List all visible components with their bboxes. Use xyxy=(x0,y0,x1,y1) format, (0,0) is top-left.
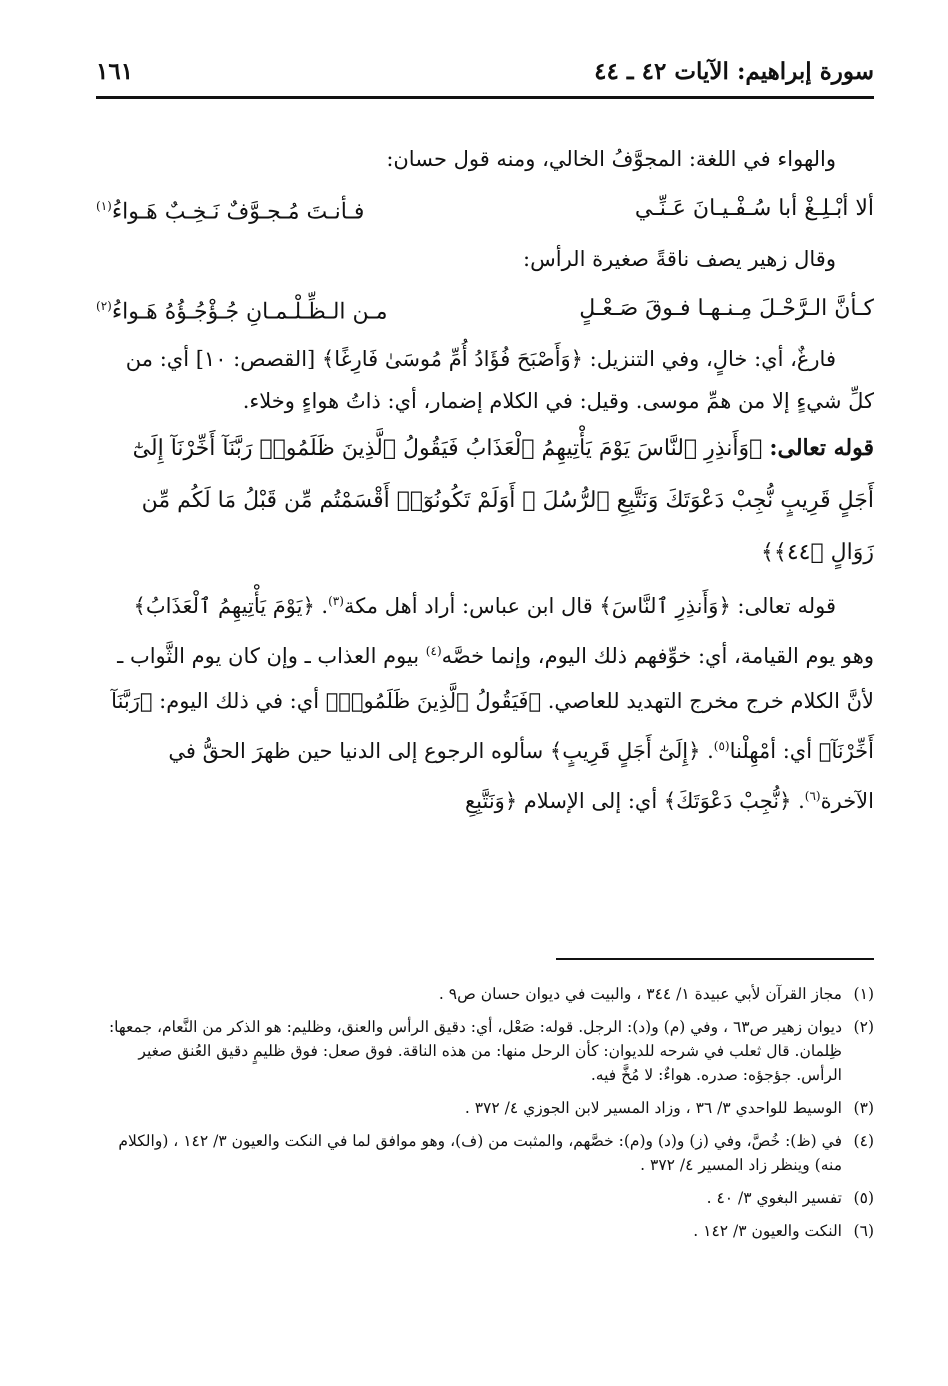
footnote: (٤) في (ظ): خُصَّ، وفي (ز) و(د) و(م): خصَّهم، والمثبت من (ف)، وهو موافق لما في النكت والعيون ٣/ ١٤٢ ، (والكلام منه) وينظر زاد المسير ٤/ ٣٧٢ . xyxy=(118,1132,874,1174)
verse-first-hemistich: كـأنَّ الـرَّحْـلَ مِـنـهـا فـوقَ صَـعْـلٍ xyxy=(579,296,874,321)
page-header xyxy=(96,58,874,98)
footnote: (١) مجاز القرآن لأبي عبيدة ١/ ٣٤٤ ، والبيت في ديوان حسان ص٩ . xyxy=(438,985,874,1003)
verse-first-hemistich: ألا أبْـلِـغْ أبا سُـفْـيـانَ عَـنِّـي xyxy=(634,196,874,221)
footnote-ref: (٤) xyxy=(425,644,442,658)
poem-verse-hassan xyxy=(96,180,874,238)
poem-verse-zuhair xyxy=(96,280,874,338)
verse-second-hemistich: مـن الـظِّـلْـمـانِ جُـؤْجُـؤُهُ هَـواءُ$^{(٢)}$ xyxy=(96,298,388,325)
footnote-ref: (١) xyxy=(96,198,112,213)
footnote: (٥) تفسير البغوي ٣/ ٤٠ . xyxy=(706,1189,874,1207)
paragraph-farigh: فارغٌ، أي: خالٍ، وفي التنزيل: ﴿وَأَصْبَحَ فُؤَادُ أُمِّ مُوسَىٰ فَارِغًا﴾ [القصص: ١٠] أي: من كلِّ شيءٍ إلا من همِّ موسى. وقيل: في الكلام إضمار، أي: ذاتُ هواءٍ وخلاء. xyxy=(125,347,874,413)
footnote: (٦) النكت والعيون ٣/ ١٤٢ . xyxy=(693,1222,874,1240)
running-title: سورة إبراهيم: الآيات ٤٢ ـ ٤٤ xyxy=(594,58,874,85)
page-number: ١٦١ xyxy=(96,58,134,85)
paragraph-zuhair: وقال زهير يصف ناقةً صغيرة الرأس: xyxy=(523,247,836,271)
footnote-rule xyxy=(556,958,874,960)
footnotes xyxy=(96,982,874,1252)
footnote-ref: (٥) xyxy=(713,739,730,753)
footnote-ref: (٢) xyxy=(96,298,112,313)
quran-verse-text: ﴿وَأَنذِرِ ٱلنَّاسَ يَوْمَ يَأْتِيهِمُ ٱلْعَذَابُ فَيَقُولُ ٱلَّذِينَ ظَلَمُوا۟ رَبَّنَآ أَخِّرْنَآ إِلَىٰٓ أَجَلٍ قَرِيبٍ نُّجِبْ دَعْوَتَكَ وَنَتَّبِعِ ٱلرُّسُلَ ۗ أَوَلَمْ تَكُونُوٓا۟ أَقْسَمْتُم مِّن قَبْلُ مَا لَكُم مِّن زَوَالٍ ﴿٤٤﴾﴾ xyxy=(132,436,874,565)
footnote: (٣) الوسيط للواحدي ٣/ ٣٦ ، وزاد المسير لابن الجوزي ٤/ ٣٧٢ . xyxy=(464,1099,874,1117)
quran-verse-block xyxy=(96,422,874,579)
paragraph-commentary: قوله تعالى: ﴿وَأَنذِرِ ٱلنَّاسَ﴾ قال ابن عباس: أراد أهل مكة$^{(٣)}$. ﴿يَوْمَ يَأْتِيهِمُ ٱلْعَذَابُ﴾ وهو يوم القيامة، أي: خوِّفهم ذلك اليوم، وإنما خصَّه$^{(٤)}$ بيوم العذاب ـ وإن كان يوم الثَّواب ـ لأنَّ الكلام خرج مخرج التهديد للعاصي. ﴿فَيَقُولُ ٱلَّذِينَ ظَلَمُوا۟﴾ أي: في ذلك اليوم: ﴿رَبَّنَآ أَخِّرْنَآ﴾ أي: أمْهِلْنا$^{(٥)}$. ﴿إِلَىٰٓ أَجَلٍ قَرِيبٍ﴾ سألوه الرجوع إلى الدنيا حين ظهرَ الحقُّ في الآخرة$^{(٦)}$. ﴿نُّجِبْ دَعْوَتَكَ﴾ أي: إلى الإسلام ﴿وَنَتَّبِعِ xyxy=(111,594,874,813)
verse-lead: قوله تعالى: xyxy=(769,435,874,461)
verse-second-hemistich: فـأنـتَ مُـجـوَّفٌ نَـخِـبٌ هَـواءُ$^{(١)}$ xyxy=(96,198,365,225)
footnote-ref: (٦) xyxy=(804,789,821,803)
footnote-ref: (٣) xyxy=(328,594,344,608)
header-rule xyxy=(96,96,874,99)
paragraph-hawa: والهواء في اللغة: المجوَّفُ الخالي، ومنه قول حسان: xyxy=(386,147,836,171)
footnote: (٢) ديوان زهير ص٦٣ ، وفي (م) و(د): الرجل. قوله: صَعْل، أي: دقيق الرأس والعنق، وظليم: هو الذكر من النَّعام، جمعها: ظِلمان. قال ثعلب في شرحه للديوان: كأن الرحل منها: من هذه الناقة. فوق صعل: فوق ظليمٍ دقيق العُنق صغير الرأس. جؤجؤه: صدره. هواءٌ: لا مُخَّ فيه. xyxy=(108,1018,874,1084)
main-text xyxy=(96,138,874,824)
